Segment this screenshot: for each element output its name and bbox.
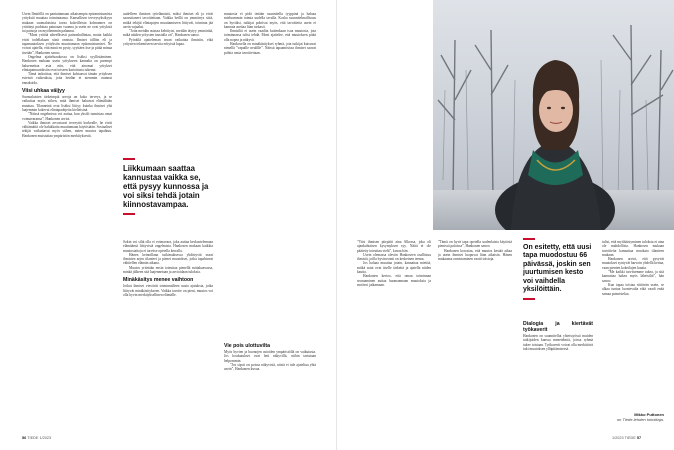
accent-bar	[523, 238, 535, 240]
author-role: on Tiede-lehden toimittaja.	[616, 417, 664, 422]
paragraph: Jos haluaa muuttaa jotain, kannattaa miettiä, mitkä asiat ovat itselle tärkeitä ja ajatella niiden kautta.	[357, 261, 431, 275]
paragraph: Muutos yritetään ensin toteuttaa pienellä mittakaavassa, minkä jälkeen sitä laajennetaan ja arvioidaan tuloksia.	[123, 265, 213, 275]
paragraph: ”Jos sipsit on poissa näkyvistä, niistä ei tule ajateltua yhtä usein”, Hankonen kuvaa.	[224, 362, 316, 372]
issue-number: 1/2023	[39, 436, 52, 440]
paragraph: ”Viisi ihmisen piirpäiti aina Alkossa, joka oli ajankohtaisen kysymyksen syy. Näitä ei ole päätetty toteuttaa vielä”, kuvaa hän.	[357, 240, 431, 253]
paragraph: Hankosella on minäkäsitykset ryhmä, jota tutkijat kutsuvat nimellä ”vapaille neulille”. Näissä tapaamisissa ihmiset saavat pohtia omia tavoitteitaan.	[224, 42, 316, 55]
accent-bar	[523, 298, 535, 300]
left-col-3b	[224, 340, 316, 371]
paragraph: ”Näissä ongelmissa voi auttaa, kun yksilö tunnistaa omat voimavaransa”, Hankonen arvioi.	[22, 112, 112, 121]
paragraph: Ongelma ajatteluaukossa on lisäksi syyllistäminen. Hankosen mukaan usein yritykseen kannalta on parempi haluemettaa asia niin, että ainomai yritykset elintapamuutoksiin ovat toiseen kartoitusta tukenut.	[22, 54, 112, 72]
page-number: 57	[636, 436, 642, 440]
paragraph: Hankonen kertoo, että oman toiminnan seuraaminen auttaa huomaamaan muutoksia ja motivoi jatkamaan.	[357, 274, 431, 287]
magazine-name: TIEDE	[27, 436, 39, 440]
right-col-3	[602, 240, 664, 296]
pull-quote-text: On esitetty, että uusi tapa muodostuu 66 päivässä, joskin sen juurtumisen kesto voi vaihdella yksilöittäin.	[523, 244, 592, 294]
right-col-2b	[523, 318, 593, 351]
paragraph: Hankonen korostaa, että muutos kestää aikaa ja usein ihmiset luopuvat liian aikaisin. Hänen mukaansa onnistuminen vaatii toistoja.	[438, 248, 512, 262]
pull-quote	[123, 158, 215, 215]
left-col-2	[123, 12, 213, 46]
paragraph: uudelleen ihmisen työelämästä, miksi ihmiset eli ja eivät saavuttaneet tavoitteitaan. Vaikka heillä on ymmärrys siitä, mitkä tekijät elintapojen muuttamiseen liittyvät, toiminta jää usein vajaaksi.	[123, 12, 213, 29]
paragraph: Vaikka ihmiset arvostavat terveyttä korkealle, he eivät välttämättä ole halukkaita muuttamaan käytöstään. Sosiaaliset tekijät vaikuttavat myös siihen, miten muutos tapahtuu. Hankonen muistuttaa ympäristön merkityksestä.	[22, 120, 112, 138]
subheading: Dialogia ja kiertävät työkaverit	[523, 321, 593, 333]
left-footer	[22, 436, 51, 440]
issue-number: 1/2023	[612, 436, 624, 440]
paragraph: Hankonen on suunnitellut yhteistyössä muiden tutkijoiden kanssa menetelmiä, joissa ryhmä tukee toisiaan. Työkaverit voivat olla merkittävä tuki muutoksen ylläpitämisessä.	[523, 334, 593, 351]
left-col-2b	[123, 240, 213, 297]
paragraph: Usein olemassa oleviin Hankoseen osallistuu ihmisiä, joilla hyvinvointi on keskeinen teema.	[357, 252, 431, 262]
paragraph: Pyöräilä ajatteleman tavan vaikuttaa ihmisiin, eikä yritysten tekemiseen tarvita erityistä lupaa.	[123, 37, 213, 47]
left-col-3	[224, 12, 316, 55]
accent-bar	[123, 158, 135, 160]
subheading: Vie pois ulottuvilta	[224, 343, 271, 349]
paragraph: ”Jotta meidän asiassa kehittyisi, meidän täytyy ymmärtää, mikä näiden yritysten taustalla on”, Hankonen sanoo.	[123, 29, 213, 38]
pull-quote	[523, 238, 593, 300]
author-signature	[590, 412, 664, 422]
paragraph: Jotkut ihmiset viestivät toiminnalleen uusia ajatuksia, jotka liittyvät minäkäsitykseen. Vaikka tavoite on pieni, muutos voi olla hyvin merkityksellinen elämälle.	[123, 284, 213, 297]
paragraph: ”Tämä on hyvä tapa opetella uudenlaista käytöstä pienissä paloissa”, Hankonen sanoo.	[438, 240, 512, 249]
pull-quote-text: Liikkumaan saattaa kannustaa vaikka se, että pysyy kunnossa ja voi siksi tehdä jotain kiinnostavampaa.	[123, 164, 209, 209]
paragraph: tulisi, että myöhäistyminen tuloksia ei aina ole mahdollista. Hankosen mukaan tavoitteita kannattaa muokata tilanteen mukaan.	[602, 240, 664, 257]
subheading: Minäkäsitys menee vaihtoon	[123, 277, 194, 284]
page-number: 56	[22, 436, 27, 440]
right-footer	[612, 436, 641, 440]
winter-portrait-image	[433, 0, 674, 230]
subheading: Viisi uhkaa väijyy	[22, 88, 65, 95]
paragraph: Myös hyvien ja huonojen asioiden ympäristöllä on vaikutusta. Jos houkutukset ovat heti näkyvillä, niihin tartutaan helpommin.	[224, 350, 316, 363]
paragraph: Hänen keinoillaan tutkimuksessa yhdistyvät useat ihmisten arjen tilanteet ja pienet muutokset, jotka tapahtuvat vähitellen elämän aikana.	[123, 252, 213, 266]
magazine-name: TIEDE	[624, 436, 636, 440]
paragraph: ”Moni yrittää aiheellisesti painonhallintaa, mutta kaikki eivät todellakaan siinä onnistu. Ilmiset tällöin eli ja tapamuutoksen yrityksiin muuttumaan epäonnistumiset. Ne voivat ajatella, että minä en pysty, syyttäen itse ja pitää minua itseään”, Hankonen sanoo.	[22, 33, 112, 55]
left-col-1	[22, 12, 112, 138]
right-col-2	[438, 240, 512, 261]
author-name: Mikko Puttonen	[634, 412, 664, 417]
paragraph: ”Me kaikki tarvitsemme tukea, ja sitä kannattaa hakea myös läheisiltä”, hän sanoo.	[602, 270, 664, 283]
portrait-photo	[433, 0, 674, 230]
paragraph: Hankonen arvioi, että pysyvät muutokset syntyvät harvoin yhdellä kertaa, vaan pienten kokeilujen kautta.	[602, 257, 664, 270]
paragraph: Usein Ilmiöillä on pantuttamaan aikaisempia epäonnistumisia yrityksiä muuttaa toimintaansa. Kansallisen terveysyksikyyn mukaan suomalaisista tavaa kokeilleista kolmannes on yrittänyt pudottaa painoaan vuonna ja usein ne ovat yrityksiä tai painoja on myöhemmin palannut.	[22, 12, 112, 34]
paragraph: Suomalaisten tärkeimpiä arvoja on koko terveys, ja se vaikuttaa myös siihen, mitä ihmiset haluavat elämältään muuttaa. Tilanneinä ovat lisäksi liittyy kuinka ihmiset yhä laajemmin kokevat elintapaohjeita kielteisinä.	[22, 95, 112, 112]
paragraph: Sokin voi siltä olla ei voimavara, joka auttaa keskustelemaan elämäänsä liittyvistä ongelmista. Hankosen mukaan kaikkia muutostaitoja ei tarvitse opetella kerralla.	[123, 240, 213, 253]
paragraph: Ihmisiltä ei usein vaadita kuitenkaan isoa muutosta, jota toiminnassa tulisi tehdä. Moni ajattelee, että muutoksen pitää olla nopea ja näkyvä.	[224, 29, 316, 42]
paragraph: Tämä tarkoittaa, että ihmiset kohtaavat tämän yrityksen esteistä vaikeuksia, joita heidän ei aiemmin osannut ennakoida.	[22, 72, 112, 85]
paragraph: muutosta ei pidä tietään suunnitella tyyppinä ja haluaa mieluummin toimia uudella tavalla. Koska suunnitelmallisuus on hyväksi, tutkijat pohtivat myös, että tavoitteita usein ei kannata asettaa liian tarkasti.	[224, 12, 316, 29]
right-col-1	[357, 240, 431, 287]
accent-bar	[123, 213, 135, 215]
paragraph: Kun tapaa toistaa riittävän usein, se alkaa tuntua luontevalta eikä vaadi enää samaa ponnistelua.	[602, 282, 664, 296]
